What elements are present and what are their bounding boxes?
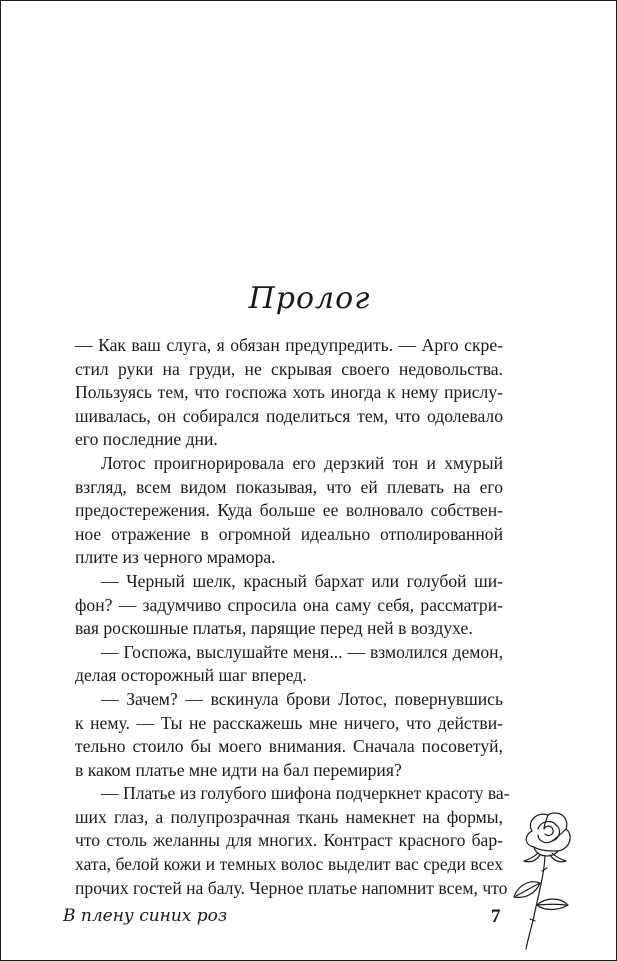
page-number: 7 — [491, 906, 501, 927]
text-line: — Как ваш слуга, я обязан предупредить. — Арго скре- — [75, 335, 503, 355]
text-line: плите из черного мрамора. — [75, 547, 276, 568]
text-line: фон? — задумчиво спросила она саму себя, рассматри- — [75, 594, 503, 615]
paragraph-3 — [75, 570, 503, 641]
text-line: — Зачем? — вскинула брови Лотос, повернувшись — [101, 688, 503, 709]
text-line: ших глаз, а полупрозрачная ткань намекнет на формы, — [75, 806, 503, 827]
text-line: в каком платье мне идти на бал перемирия? — [75, 759, 402, 780]
text-line: — Черный шелк, красный бархат или голубой ши- — [101, 570, 503, 591]
text-line: делая осторожный шаг вперед. — [75, 665, 307, 686]
text-line: вая роскошные платья, парящие перед ней в воздухе. — [75, 618, 473, 639]
text-line: Пользуясь тем, что госпожа хоть иногда к нему прислу- — [75, 382, 503, 403]
text-line: прочих гостей на балу. Черное платье напомнит всем, что — [75, 877, 508, 898]
text-line: взгляд, всем видом показывая, что ей плевать на его — [75, 476, 503, 497]
paragraph-2 — [75, 452, 503, 570]
text-line: предостережения. Куда больше ее волновало собствен- — [75, 500, 503, 521]
text-line: Лотос проигнорировала его дерзкий тон и хмурый — [101, 452, 503, 473]
rose-icon — [504, 801, 584, 951]
text-line: что столь желанны для многих. Контраст красного бар- — [75, 830, 503, 851]
paragraph-1 — [75, 334, 503, 452]
text-line: ное отражение в огромной идеально отполированной — [75, 523, 503, 544]
running-footer-title: В плену синих роз — [63, 906, 228, 926]
text-line: — Госпожа, выслушайте меня... — взмолился демон, — [101, 641, 503, 662]
paragraph-4 — [75, 641, 503, 688]
chapter-title: Пролог — [248, 281, 371, 316]
text-line: тельно стоило бы моего внимания. Сначала посоветуй, — [75, 736, 503, 757]
text-line: к нему. — Ты не расскажешь мне ничего, что действи- — [75, 712, 503, 733]
paragraph-6 — [75, 782, 510, 900]
body-text — [75, 334, 510, 900]
text-line: — Платье из голубого шифона подчеркнет красоту ва- — [101, 783, 510, 804]
text-line: хата, белой кожи и темных волос выделит вас среди всех — [75, 854, 503, 875]
text-line: его последние дни. — [75, 429, 218, 450]
text-line: шивалась, он собирался поделиться тем, что одолевало — [75, 405, 503, 426]
text-line: стил руки на груди, не скрывая своего недовольства. — [75, 358, 503, 379]
paragraph-5 — [75, 688, 503, 782]
